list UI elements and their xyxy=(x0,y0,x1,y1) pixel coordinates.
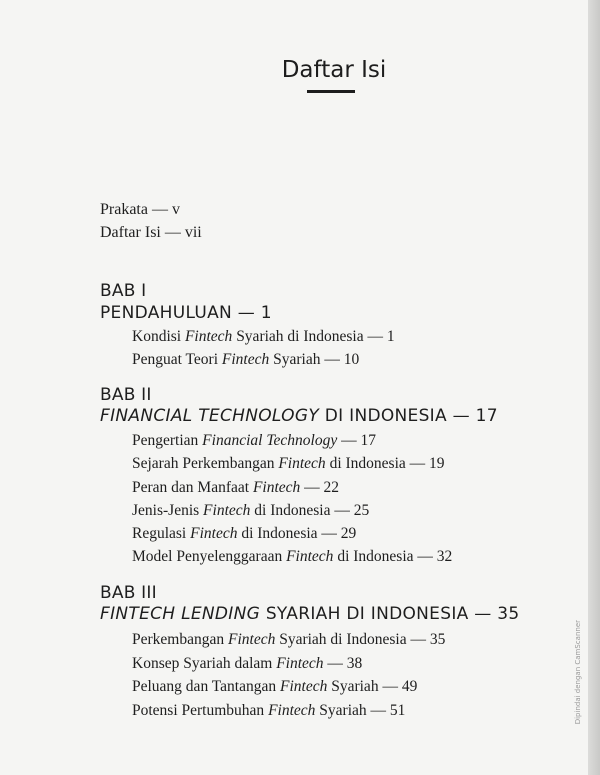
section-text-page: — 22 xyxy=(300,479,340,496)
toc-section xyxy=(132,655,362,673)
section-text: Perkembangan xyxy=(132,631,228,648)
section-italic: Fintech xyxy=(276,655,324,672)
toc-section xyxy=(132,432,376,450)
toc-entry-page: vii xyxy=(184,224,202,241)
toc-section xyxy=(132,502,369,520)
section-text: Peluang dan Tantangan xyxy=(132,678,280,695)
toc-entry-separator: — xyxy=(160,224,185,241)
section-text-page: di Indonesia — 32 xyxy=(333,548,453,565)
chapter-2-label: BAB II xyxy=(100,385,152,405)
toc-section xyxy=(132,678,417,696)
section-text: Penguat Teori xyxy=(132,351,222,368)
section-text-page: Syariah di Indonesia — 35 xyxy=(275,631,446,648)
toc-entry-label: Daftar Isi xyxy=(100,224,161,241)
chapter-1-title xyxy=(100,303,272,323)
toc-entry-daftar-isi xyxy=(100,224,202,242)
chapter-3-label: BAB III xyxy=(100,583,157,603)
section-text-page: — 38 xyxy=(323,655,363,672)
scanner-watermark: Dipindai dengan CamScanner xyxy=(574,620,582,725)
section-italic: Fintech xyxy=(278,455,326,472)
title-underline xyxy=(307,90,355,93)
section-text: Peran dan Manfaat xyxy=(132,479,253,496)
section-italic: Fintech xyxy=(203,502,251,519)
section-text: Sejarah Perkembangan xyxy=(132,455,279,472)
toc-section xyxy=(132,525,356,543)
section-italic: Fintech xyxy=(184,328,233,345)
toc-section xyxy=(132,479,339,497)
toc-section xyxy=(132,631,445,649)
section-italic: Fintech xyxy=(286,548,334,565)
section-text-page: Syariah — 10 xyxy=(269,351,360,368)
toc-entry-label: Prakata xyxy=(100,201,148,218)
section-text-page: Syariah di Indonesia — 1 xyxy=(232,328,395,345)
section-text: Jenis-Jenis xyxy=(132,502,204,519)
section-italic: Fintech xyxy=(221,351,270,368)
toc-section xyxy=(132,455,445,473)
page-edge xyxy=(588,0,600,775)
toc-section xyxy=(132,328,395,346)
toc-section xyxy=(132,548,452,566)
chapter-title-text: SYARIAH DI INDONESIA — 35 xyxy=(260,604,520,624)
section-text: Kondisi xyxy=(132,328,185,345)
page-title: Daftar Isi xyxy=(281,57,387,83)
section-text-page: Syariah — 51 xyxy=(315,702,406,719)
section-text-page: di Indonesia — 25 xyxy=(250,502,370,519)
section-italic: Fintech xyxy=(280,678,328,695)
section-text: Pengertian xyxy=(132,432,203,449)
chapter-title-italic: FINTECH LENDING xyxy=(100,604,261,624)
toc-entry-prakata xyxy=(100,201,180,219)
chapter-title-italic: FINANCIAL TECHNOLOGY xyxy=(100,406,320,426)
toc-section xyxy=(132,702,405,720)
section-text: Regulasi xyxy=(132,525,191,542)
section-text-page: di Indonesia — 19 xyxy=(325,455,445,472)
toc-section xyxy=(132,351,359,369)
section-text: Potensi Pertumbuhan xyxy=(132,702,269,719)
section-text: Model Penyelenggaraan xyxy=(132,548,287,565)
section-italic: Fintech xyxy=(268,702,316,719)
toc-entry-separator: — xyxy=(147,201,172,218)
section-italic: Fintech xyxy=(252,479,301,496)
section-text-page: Syariah — 49 xyxy=(327,678,418,695)
section-italic: Financial Technology xyxy=(202,432,338,449)
section-italic: Fintech xyxy=(227,631,276,648)
section-italic: Fintech xyxy=(190,525,238,542)
chapter-1-label: BAB I xyxy=(100,281,147,301)
chapter-3-title xyxy=(100,604,520,624)
section-text-page: — 17 xyxy=(337,432,376,449)
section-text: Konsep Syariah dalam xyxy=(132,655,277,672)
section-text-page: di Indonesia — 29 xyxy=(237,525,357,542)
chapter-title-text: DI INDONESIA — 17 xyxy=(319,406,498,426)
toc-entry-page: v xyxy=(171,201,180,218)
chapter-title-text: PENDAHULUAN — 1 xyxy=(100,303,272,323)
chapter-2-title xyxy=(100,406,498,426)
